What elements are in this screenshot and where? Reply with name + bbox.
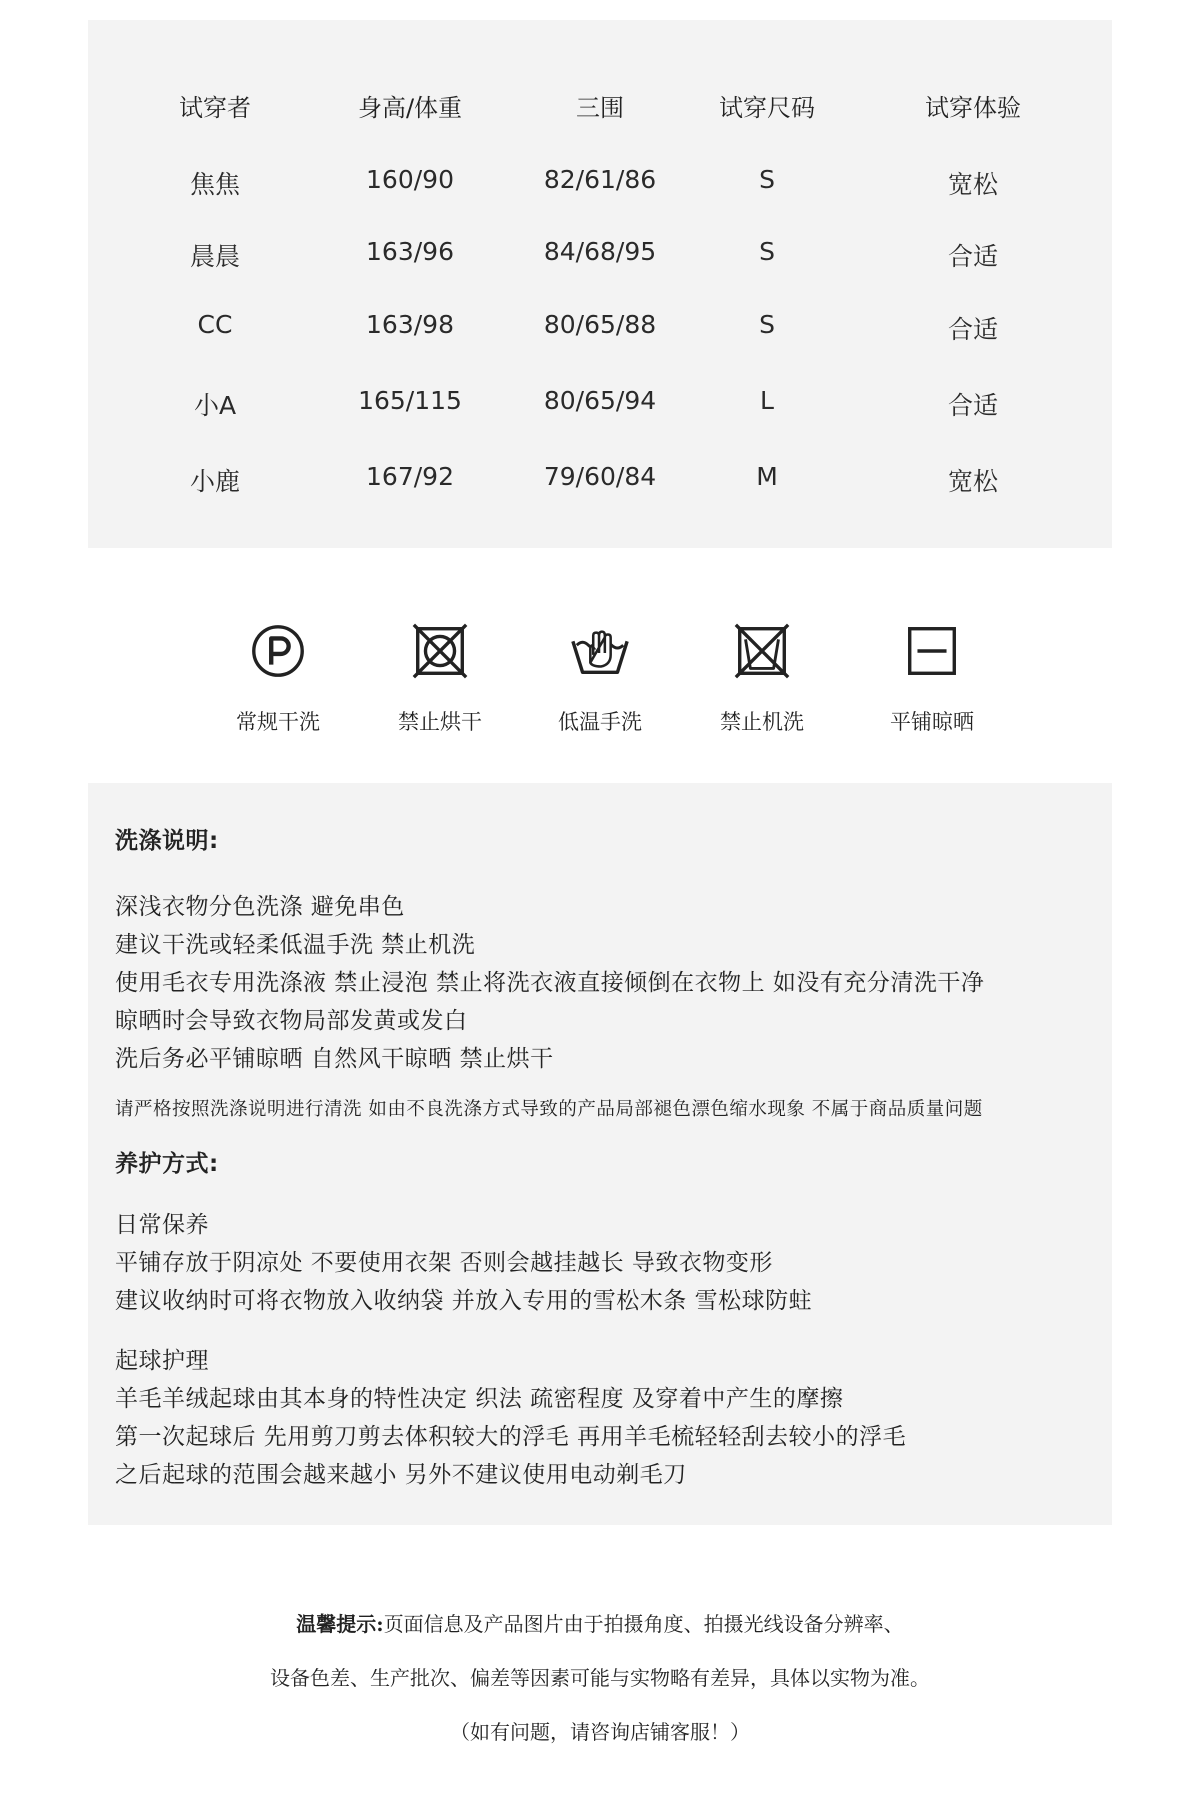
size-table-cell: 84/68/95 — [543, 237, 657, 266]
pilling-care-line: 羊毛羊绒起球由其本身的特性决定 织法 疏密程度 及穿着中产生的摩擦 — [115, 1386, 844, 1412]
size-table-cell: 80/65/88 — [543, 310, 657, 339]
care-icon-label: 平铺晾晒 — [890, 710, 974, 734]
footer-tip-line3: （如有问题，请咨询店铺客服！） — [450, 1720, 750, 1744]
size-table-cell: 163/98 — [366, 310, 454, 339]
size-table-cell: 合适 — [947, 315, 999, 344]
size-table-cell: M — [756, 462, 778, 491]
size-table-cell: 79/60/84 — [543, 462, 657, 491]
size-table-cell: 80/65/94 — [543, 386, 657, 415]
size-table-cell: L — [760, 386, 774, 415]
no-tumble-dry-icon — [390, 620, 490, 700]
care-icon-label: 禁止烘干 — [398, 710, 482, 734]
size-table-cell: S — [759, 310, 775, 339]
pilling-care-line: 第一次起球后 先用剪刀剪去体积较大的浮毛 再用羊毛梳轻轻刮去较小的浮毛 — [115, 1424, 907, 1450]
care-heading: 养护方式: — [115, 1151, 219, 1177]
daily-care-title: 日常保养 — [115, 1212, 209, 1238]
wash-line: 深浅衣物分色洗涤 避免串色 — [115, 894, 405, 920]
hand-wash-low-temp-icon — [550, 620, 650, 700]
wash-line: 洗后务必平铺晾晒 自然风干晾晒 禁止烘干 — [115, 1046, 554, 1072]
footer-tip-line2: 设备色差、生产批次、偏差等因素可能与实物略有差异，具体以实物为准。 — [270, 1666, 930, 1690]
size-table-cell: 160/90 — [366, 165, 454, 194]
size-table-header: 试穿尺码 — [719, 94, 815, 122]
size-table-header: 三围 — [576, 94, 624, 122]
wash-note: 请严格按照洗涤说明进行清洗 如由不良洗涤方式导致的产品局部褪色漂色缩水现象 不属于商品质量问题 — [115, 1099, 983, 1120]
wash-line: 使用毛衣专用洗涤液 禁止浸泡 禁止将洗衣液直接倾倒在衣物上 如没有充分清洗干净 — [115, 970, 985, 996]
size-table-cell: 小A — [193, 391, 237, 420]
size-table-cell: 167/92 — [366, 462, 454, 491]
size-table-cell: 合适 — [947, 391, 999, 420]
size-table-cell: 焦焦 — [189, 170, 241, 199]
footer-tip-label: 温馨提示: — [296, 1612, 384, 1636]
pilling-care-title: 起球护理 — [115, 1348, 209, 1374]
size-table-cell: S — [759, 237, 775, 266]
dry-clean-p-icon — [228, 620, 328, 700]
daily-care-line: 建议收纳时可将衣物放入收纳袋 并放入专用的雪松木条 雪松球防蛀 — [115, 1288, 813, 1314]
no-machine-wash-icon — [712, 620, 812, 700]
size-table-cell: 82/61/86 — [543, 165, 657, 194]
wash-line: 晾晒时会导致衣物局部发黄或发白 — [115, 1008, 468, 1034]
size-table-header: 试穿者 — [179, 94, 251, 122]
size-table-cell: 小鹿 — [189, 467, 241, 496]
size-table-header: 身高/体重 — [357, 94, 463, 122]
pilling-care-line: 之后起球的范围会越来越小 另外不建议使用电动剃毛刀 — [115, 1462, 687, 1488]
wash-heading: 洗涤说明: — [115, 828, 219, 854]
size-table-cell: 165/115 — [358, 386, 462, 415]
wash-line: 建议干洗或轻柔低温手洗 禁止机洗 — [115, 932, 476, 958]
size-table-cell: 合适 — [947, 242, 999, 271]
size-table-cell: 宽松 — [947, 170, 999, 199]
size-table-cell: 宽松 — [947, 467, 999, 496]
footer-tip-text: 页面信息及产品图片由于拍摄角度、拍摄光线设备分辨率、 — [383, 1612, 904, 1636]
dry-flat-icon — [882, 620, 982, 700]
size-table-header: 试穿体验 — [925, 94, 1021, 122]
daily-care-line: 平铺存放于阴凉处 不要使用衣架 否则会越挂越长 导致衣物变形 — [115, 1250, 773, 1276]
size-table-cell: 晨晨 — [189, 242, 241, 271]
care-icon-label: 常规干洗 — [236, 710, 320, 734]
size-table-cell: CC — [197, 310, 233, 339]
size-table-cell: S — [759, 165, 775, 194]
footer-tip-line1 — [0, 1608, 1200, 1637]
care-icon-label: 禁止机洗 — [720, 710, 804, 734]
size-table-cell: 163/96 — [366, 237, 454, 266]
care-icon-label: 低温手洗 — [558, 710, 642, 734]
